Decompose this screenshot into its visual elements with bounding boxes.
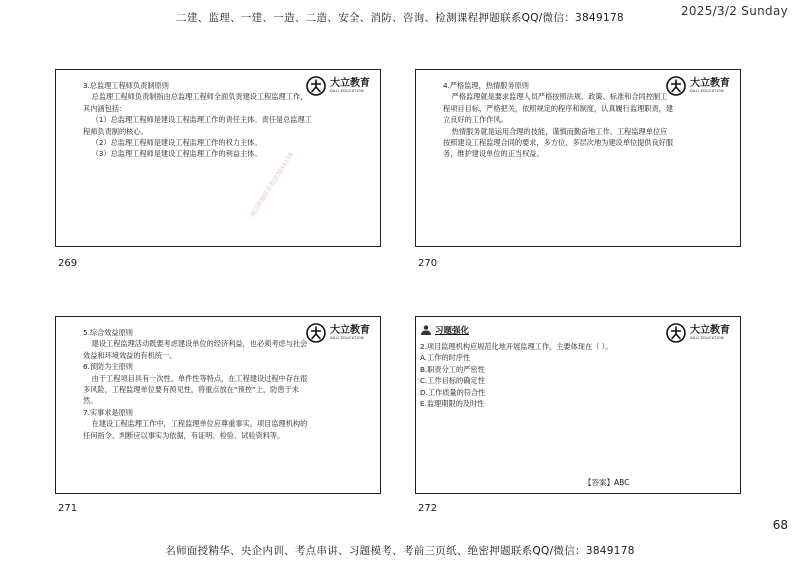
- slide-body: [443, 80, 673, 160]
- watermark: 稍后押题联系微信3849178: [249, 151, 295, 219]
- list-item: （3）总监理工程师是建设工程监理工作的利益主体。: [91, 149, 262, 159]
- option-b: B.职责分工的严密性: [420, 364, 485, 374]
- question-block: [420, 341, 652, 409]
- slide-270: [415, 69, 741, 247]
- dali-logo-icon: [666, 323, 686, 343]
- slide-271: [55, 316, 381, 494]
- logo-subtitle: DALI EDUCATION: [690, 336, 724, 340]
- dali-logo: [306, 323, 370, 343]
- option-e: E.监理期限的及时性: [420, 399, 485, 409]
- section-heading: 5.综合效益原则: [83, 328, 133, 337]
- slide-number: 272: [418, 503, 438, 514]
- section-heading: 4.严格监理，热情服务原则: [443, 81, 529, 90]
- logo-subtitle: DALI EDUCATION: [330, 336, 364, 340]
- logo-name: 大立教育: [690, 325, 730, 336]
- paragraph: 严格监理就是要求监理人员严格按照法规、政策、标准和合同控制工程项目目标，严格把关，依照规定的程序和制度，认真履行监理职责，建立良好的工作作风。: [443, 92, 674, 125]
- slide-272: [415, 316, 741, 494]
- option-c: C.工作目标的确定性: [420, 376, 485, 386]
- logo-subtitle: DALI EDUCATION: [330, 89, 364, 93]
- paragraph: 建设工程监理活动既要考虑建设单位的经济利益，也必须考虑与社会效益和环境效益的有机统一。: [83, 339, 308, 360]
- question-text: 2.项目监理机构应规范化地开展监理工作，主要体现在（ ）。: [420, 342, 613, 351]
- section-heading: 7.实事求是原则: [83, 407, 133, 417]
- section-heading: 3.总监理工程师负责制原则: [83, 81, 169, 90]
- page-number: 68: [772, 518, 788, 532]
- dali-logo: [306, 76, 370, 96]
- dali-logo-icon: [666, 76, 686, 96]
- slide-number: 269: [58, 258, 78, 269]
- logo-name: 大立教育: [330, 78, 370, 89]
- exercise-title-label: 习题强化: [435, 326, 470, 336]
- dali-logo: [666, 76, 730, 96]
- section-heading: 6.预防为主原则: [83, 362, 133, 372]
- page-footer: 名师面授精华、央企内训、考点串讲、习题模考、考前三页纸、绝密押题联系QQ/微信：3849178: [165, 545, 635, 557]
- slide-number: 271: [58, 503, 78, 514]
- option-a: A.工作的时序性: [420, 353, 471, 363]
- slide-body: [83, 80, 313, 160]
- answer-text: 【答案】ABC: [584, 478, 630, 487]
- exercise-title: [420, 324, 469, 336]
- dali-logo-icon: [306, 76, 326, 96]
- logo-subtitle: DALI EDUCATION: [690, 89, 724, 93]
- paragraph: 由于工程项目具有一次性、单件性等特点，在工程建设过程中存在很多风险，工程监理单位要有预见性，将重点放在“预控”上，防患于未然。: [83, 373, 308, 406]
- logo-name: 大立教育: [690, 78, 730, 89]
- dali-logo-icon: [306, 323, 326, 343]
- paragraph: 总监理工程师负责制指由总监理工程师全面负责建设工程监理工作，其内涵包括：: [83, 92, 308, 113]
- page-header: 二建、监理、一建、一造、二造、安全、消防、咨询、检测课程押题联系QQ/微信：3849178: [176, 12, 624, 24]
- list-item: （1）总监理工程师是建设工程监理工作的责任主体。责任是总监理工程师负责制的核心。: [83, 115, 312, 136]
- slide-number: 270: [418, 258, 438, 269]
- dali-logo: [666, 323, 730, 343]
- people-icon: [420, 325, 432, 335]
- logo-name: 大立教育: [330, 325, 370, 336]
- list-item: （2）总监理工程师是建设工程监理工作的权力主体。: [91, 138, 262, 148]
- paragraph: 在建设工程监理工作中，工程监理单位应尊重事实。项目监理机构的任何指令、判断应以事实为依据，有证明、检验、试验资料等。: [83, 419, 308, 440]
- date-stamp: 2025/3/2 Sunday: [680, 4, 788, 18]
- slide-body: [83, 327, 309, 441]
- option-d: D.工作质量的符合性: [420, 387, 486, 397]
- paragraph: 热情服务就是运用合理的技能，谨慎而勤奋地工作。工程监理单位应按照建设工程监理合同的要求，多方位、多层次地为建设单位提供良好服务，维护建设单位的正当权益。: [443, 126, 674, 159]
- slide-269: [55, 69, 381, 247]
